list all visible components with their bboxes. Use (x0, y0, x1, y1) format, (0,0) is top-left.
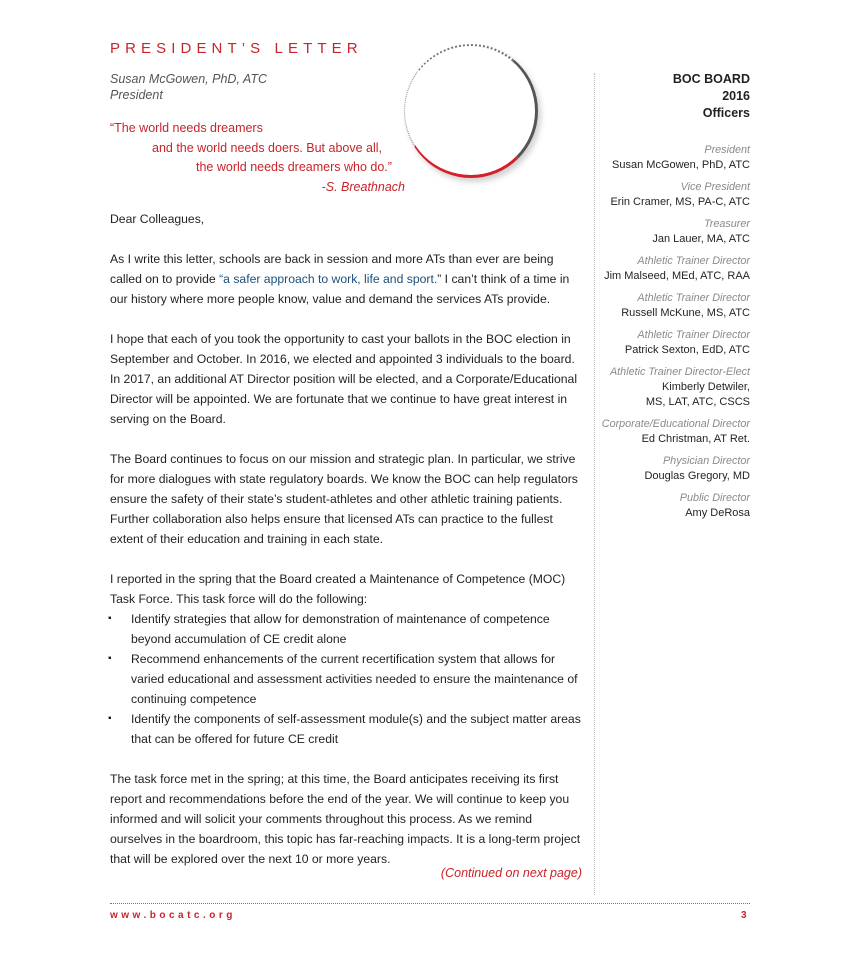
officer-role: Physician Director (662, 454, 750, 467)
officer-name: Kimberly Detwiler, MS, LAT, ATC, CSCS (645, 381, 750, 408)
letter-paragraph: The task force met in the spring; at this time, the Board anticipates receiving its first report and recommendations before the end of the year. We will continue to keep you informed and will solicit your comments throughout this process. As we remind ourselves in the boardroom, this topic has far-reaching impacts. It is a long-term project that will be explored over the next 10 or more years. (110, 772, 581, 866)
pull-quote (110, 119, 410, 198)
officer-item (600, 180, 750, 210)
page-heading: PRESIDENT’S LETTER (110, 40, 363, 57)
officer-name: Patrick Sexton, EdD, ATC (624, 344, 750, 356)
officer-role: Athletic Trainer Director (637, 255, 750, 267)
sidebar-year: 2016 (722, 89, 750, 103)
officer-item (600, 143, 750, 173)
letter-paragraph: I reported in the spring that the Board created a Maintenance of Competence (MOC) Task Force. This task force will do the following: (110, 572, 566, 606)
quote-line: and the world needs doers. But above all, (152, 140, 383, 155)
officer-name: Amy DeRosa (685, 506, 750, 519)
officer-item (600, 454, 750, 484)
author-title: President (110, 88, 163, 102)
officer-item (600, 491, 750, 521)
quote-line: “The world needs dreamers (110, 121, 263, 135)
author-block (110, 71, 267, 103)
officer-name: Erin Cramer, MS, PA-C, ATC (610, 196, 750, 208)
officer-name: Jan Lauer, MA, ATC (652, 233, 750, 245)
officer-role: Athletic Trainer Director-Elect (609, 366, 750, 378)
footer-url-link[interactable]: www.bocatc.org (110, 910, 236, 921)
officer-list (600, 143, 750, 520)
letter-paragraph: The Board continues to focus on our mission and strategic plan. In particular, we strive for more dialogues with state regulatory boards. We know the BOC can help regulators ensure the safety of their state’s student-athletes and other athletic training patients. Further collaboration also helps ensure that licensed ATs can practice to the fullest extent of their education and training in each state. (110, 452, 578, 546)
officer-item (600, 365, 750, 409)
officer-item (600, 254, 750, 284)
officer-item (600, 417, 750, 447)
officer-role: Public Director (679, 491, 750, 504)
letter-paragraph: I hope that each of you took the opportunity to cast your ballots in the BOC election in September and October. In 2016, we elected and appointed 3 individuals to the board. In 2017, an additional AT Director position will be elected, and a Corporate/Educational Director will be appointed. We are fortunate that we continue to have great interest in serving on the Board. (110, 332, 578, 426)
paragraph-text: As I write this letter, schools are back in session and more ATs than ever are being called on to provide (110, 252, 554, 286)
list-item: ▪ Identify the components of self-assessment module(s) and the subject matter areas that can be offered for future CE credit (110, 709, 582, 749)
author-photo-frame (404, 44, 538, 178)
officer-name: Ed Christman, AT Ret. (641, 432, 750, 445)
author-name: Susan McGowen, PhD, ATC (110, 72, 268, 86)
list-item: ▪ Recommend enhancements of the current recertification system that allows for varied educational and assessment activities needed to ensure the maintenance of continuing competence (110, 649, 582, 709)
officer-role: Athletic Trainer Director (637, 329, 750, 341)
officer-name: Russell McKune, MS, ATC (621, 307, 750, 319)
letter-body (110, 209, 582, 869)
continued-note: (Continued on next page) (440, 866, 582, 880)
officer-name: Jim Malseed, MEd, ATC, RAA (604, 270, 750, 282)
officer-name: Douglas Gregory, MD (644, 469, 750, 482)
letter-paragraph (110, 249, 582, 309)
salutation: Dear Colleagues, (110, 212, 205, 226)
officer-role: Treasurer (704, 218, 750, 230)
task-force-list (110, 609, 582, 749)
board-sidebar (600, 71, 750, 528)
quote-line: the world needs dreamers who do.” (196, 160, 392, 175)
officer-item (600, 217, 750, 247)
list-item: ▪ Identify strategies that allow for demonstration of maintenance of competence beyond accumulation of CE credit alone (110, 609, 582, 649)
sidebar-title: BOC BOARD (672, 72, 750, 86)
paragraph-text: ” I can’t think of a time in our history where more people know, value and demand the services ATs provide. (110, 272, 570, 306)
highlighted-phrase: “a safer approach to work, life and sport. (219, 272, 438, 286)
officer-role: Corporate/Educational Director (601, 417, 750, 430)
officer-item (600, 328, 750, 358)
officer-name: Susan McGowen, PhD, ATC (612, 159, 750, 171)
page-number: 3 (741, 910, 747, 921)
officer-role: Vice President (680, 181, 750, 193)
sidebar-subtitle: Officers (702, 106, 750, 120)
officer-role: Athletic Trainer Director (637, 292, 750, 304)
column-divider (594, 73, 595, 895)
footer-divider (110, 903, 750, 904)
quote-attribution: -S. Breathnach (321, 180, 405, 195)
officer-item (600, 291, 750, 321)
officer-role: President (704, 144, 750, 156)
